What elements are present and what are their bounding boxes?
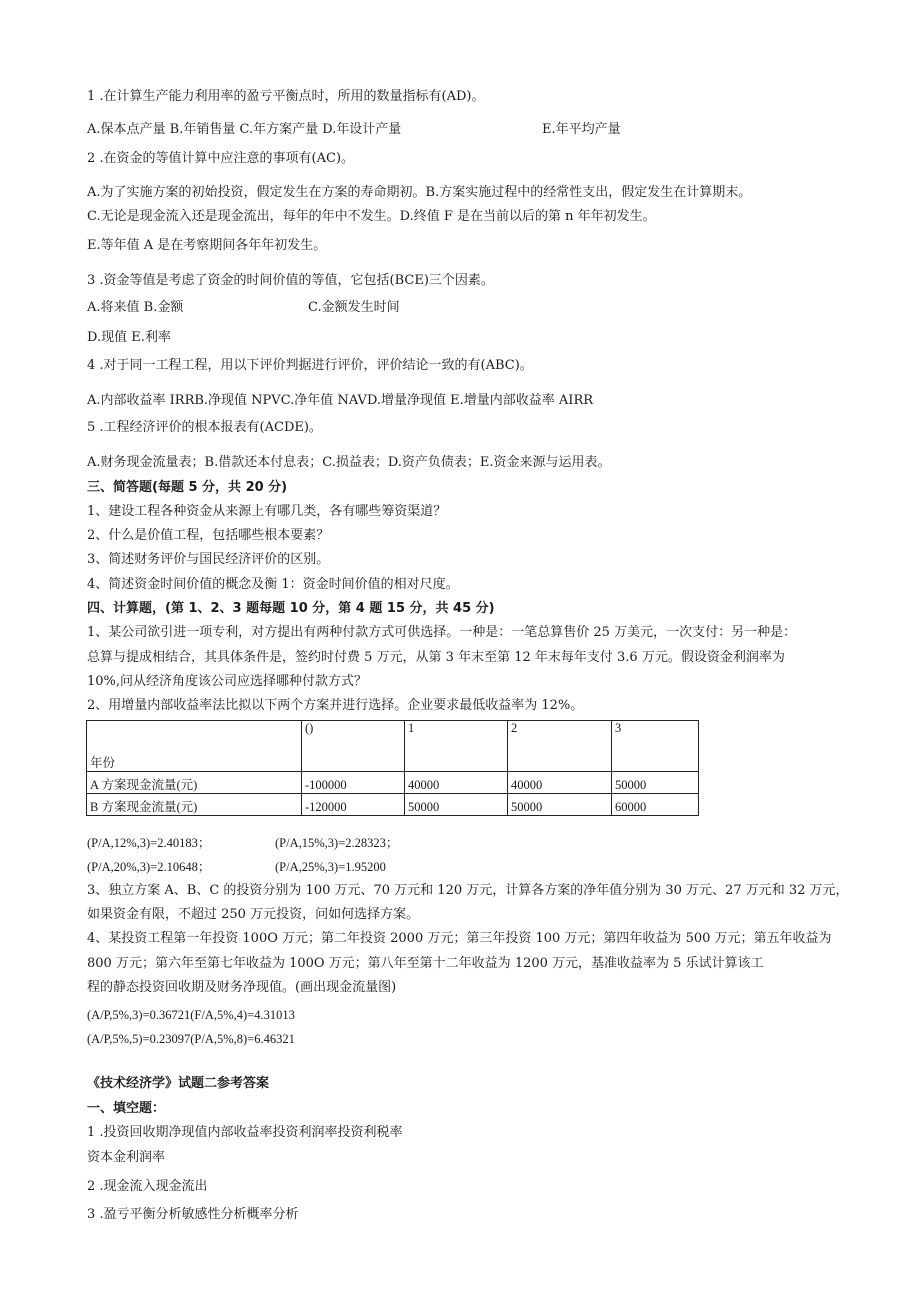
- table-cell: B 方案现金流量(元): [87, 794, 302, 816]
- question-2: 2 .在资金的等值计算中应注意的事项有(AC)。: [87, 151, 355, 166]
- question-3: 3 .资金等值是考虑了资金的时间价值的等值，它包括(BCE)三个因素。: [87, 273, 494, 288]
- question-3-option-c: C.金额发生时间: [308, 300, 400, 315]
- question-5: 5 .工程经济评价的根本报表有(ACDE)。: [87, 420, 322, 435]
- calc-3-line-2: 如果资金有限，不超过 250 万元投资，问如何选择方案。: [87, 907, 420, 922]
- table-cell: 50000: [405, 794, 508, 816]
- table-cell: 50000: [508, 794, 612, 816]
- table-cell: 40000: [405, 772, 508, 794]
- answer-3: 3 .盈亏平衡分析敏感性分析概率分析: [87, 1207, 299, 1222]
- question-1-options: A.保本点产量 B.年销售量 C.年方案产量 D.年设计产量: [87, 122, 402, 137]
- factor-1a: (P/A,12%,3)=2.40183；: [87, 836, 211, 850]
- table-row: [87, 794, 699, 816]
- calc-4-line-2: 800 万元；第六年至第七年收益为 100O 万元；第八年至第十二年收益为 1200 万元，基准收益率为 5 乐试计算该工: [87, 956, 764, 971]
- table-cell: -100000: [302, 772, 405, 794]
- calc-1-line-1: 1、某公司欲引进一项专利，对方提出有两种付款方式可供选择。一种是：一笔总算售价 25 万美元，一次支付：另一种是：: [87, 625, 797, 640]
- short-answer-4: 4、简述资金时间价值的概念及衡 1：资金时间价值的相对尺度。: [87, 577, 459, 592]
- question-1-option-e: E.年平均产量: [542, 122, 621, 137]
- question-3-options-d: D.现值 E.利率: [87, 330, 171, 345]
- calc-4-line-1: 4、某投资工程第一年投资 100O 万元；第二年投资 2000 万元；第三年投资 100 万元；第四年收益为 500 万元；第五年收益为: [87, 931, 832, 946]
- table-header-cell: (): [302, 721, 405, 772]
- question-4-options: A.内部收益率 IRRB.净现值 NPVC.净年值 NAVD.增量净现值 E.增量内部收益率 AIRR: [87, 393, 594, 408]
- answer-1-cont: 资本金利润率: [87, 1150, 166, 1165]
- calc-4-line-3: 程的静态投资回收期及财务净现值。(画出现金流量图): [87, 980, 397, 995]
- cashflow-table: [86, 720, 699, 816]
- table-header-year: 年份: [87, 721, 302, 772]
- question-4: 4 .对于同一工程工程，用以下评价判据进行评价，评价结论一致的有(ABC)。: [87, 358, 533, 373]
- question-2-options-a: A.为了实施方案的初始投资，假定发生在方案的寿命期初。B.方案实施过程中的经常性支出，假定发生在计算期末。: [87, 185, 752, 200]
- answer-1: 1 .投资回收期净现值内部收益率投资利润率投资利税率: [87, 1125, 403, 1140]
- section-3-heading: 三、简答题(每题 5 分，共 20 分): [87, 480, 288, 495]
- table-cell: 40000: [508, 772, 612, 794]
- table-header-row: [87, 721, 699, 772]
- question-5-options: A.财务现金流量表；B.借款还本付息表；C.损益表；D.资产负债表；E.资金来源与运用表。: [87, 455, 611, 470]
- short-answer-3: 3、简述财务评价与国民经济评价的区别。: [87, 552, 330, 567]
- factor-2b: (P/A,25%,3)=1.95200: [275, 860, 386, 874]
- question-2-options-c: C.无论是现金流入还是现金流出，每年的年中不发生。D.终值 F 是在当前以后的第 n 年年初发生。: [87, 209, 656, 224]
- table-header-cell: 3: [612, 721, 699, 772]
- factor-2a: (P/A,20%,3)=2.10648；: [87, 860, 211, 874]
- table-header-cell: 1: [405, 721, 508, 772]
- short-answer-1: 1、建设工程各种资金从来源上有哪几类，各有哪些筹资渠道？: [87, 504, 447, 519]
- table-cell: 50000: [612, 772, 699, 794]
- question-2-option-e: E.等年值 A 是在考察期间各年年初发生。: [87, 238, 327, 253]
- question-1: 1 .在计算生产能力利用率的盈亏平衡点时，所用的数量指标有(AD)。: [87, 89, 485, 104]
- table-cell: A 方案现金流量(元): [87, 772, 302, 794]
- calc-2-intro: 2、用增量内部收益率法比拟以下两个方案并进行选择。企业要求最低收益率为 12%。: [87, 698, 584, 713]
- factor-3a: (A/P,5%,3)=0.36721(F/A,5%,4)=4.31013: [87, 1008, 295, 1022]
- answer-2: 2 .现金流入现金流出: [87, 1179, 208, 1194]
- table-cell: -120000: [302, 794, 405, 816]
- table-cell: 60000: [612, 794, 699, 816]
- short-answer-2: 2、什么是价值工程，包括哪些根本要素？: [87, 528, 330, 543]
- section-4-heading: 四、计算题，(第 1、2、3 题每题 10 分，第 4 题 15 分，共 45 分): [87, 601, 495, 616]
- answer-title: 《技术经济学》试题二参考答案: [87, 1076, 270, 1091]
- table-row: [87, 772, 699, 794]
- calc-3-line-1: 3、独立方案 A、B、C 的投资分别为 100 万元、70 万元和 120 万元，计算各方案的净年值分别为 30 万元、27 万元和 32 万元，: [87, 883, 849, 898]
- calc-1-line-2: 总算与提成相结合，其具体条件是，签约时付费 5 万元，从第 3 年末至第 12 年末每年支付 3.6 万元。假设资金利润率为: [87, 650, 785, 665]
- question-3-options-a: A.将来值 B.金额: [87, 300, 184, 315]
- factor-3b: (A/P,5%,5)=0.23097(P/A,5%,8)=6.46321: [87, 1032, 295, 1046]
- table-header-cell: 2: [508, 721, 612, 772]
- answer-section-1: 一、填空题：: [87, 1101, 166, 1116]
- calc-1-line-3: 10%,问从经济角度该公司应选择哪种付款方式？: [87, 674, 368, 689]
- factor-1b: (P/A,15%,3)=2.28323；: [275, 836, 399, 850]
